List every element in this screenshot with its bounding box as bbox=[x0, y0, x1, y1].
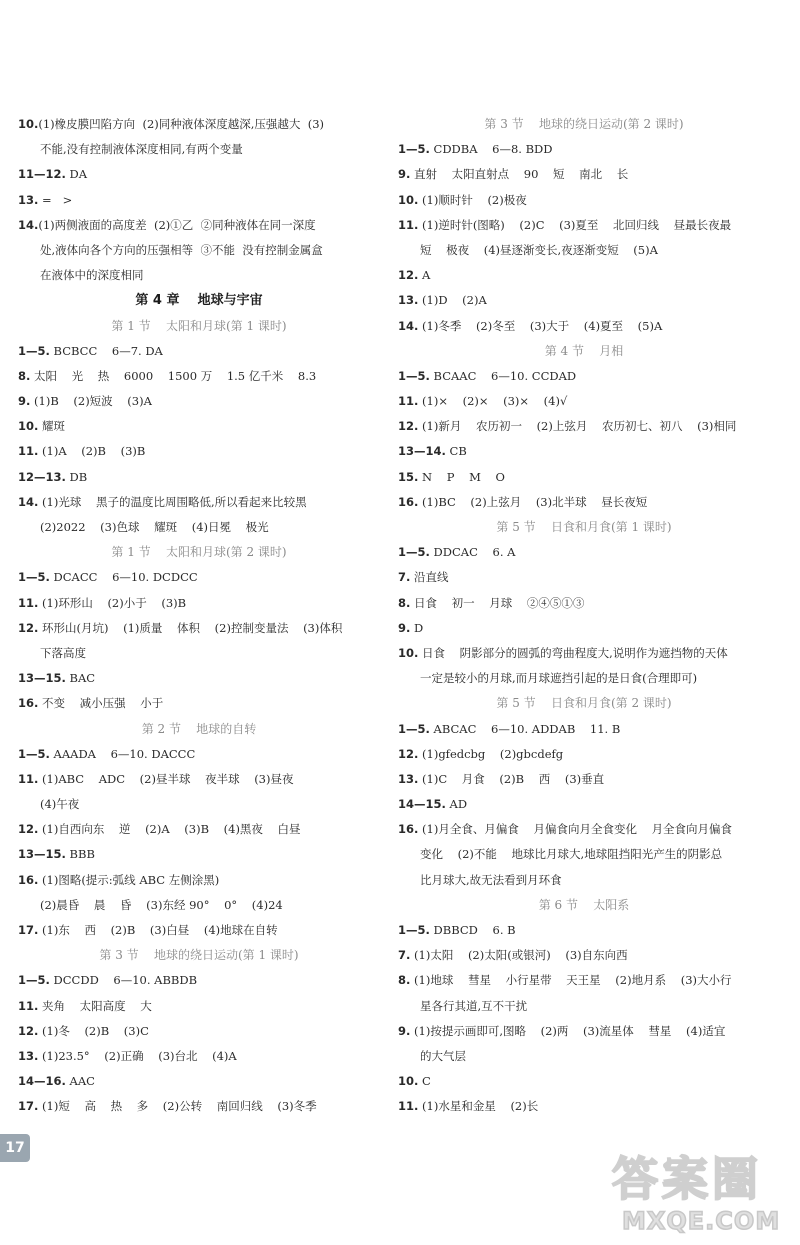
answer-text: 直射 太阳直射点 90 短 南北 长 bbox=[410, 167, 629, 182]
answer-item bbox=[398, 641, 770, 666]
answer-continuation bbox=[18, 515, 380, 540]
answer-text: 日食 初一 月球 ②④⑤①③ bbox=[410, 595, 585, 610]
question-number: 1—5. bbox=[18, 343, 50, 358]
answer-continuation bbox=[398, 1044, 770, 1069]
answer-text: (1)顺时针 (2)极夜 bbox=[418, 192, 527, 207]
question-number: 13—15. bbox=[18, 671, 66, 686]
answer-item bbox=[398, 565, 770, 590]
answer-item bbox=[398, 1019, 770, 1044]
answer-item bbox=[398, 817, 770, 842]
answer-item bbox=[18, 1069, 380, 1094]
question-number: 16. bbox=[18, 696, 39, 711]
answer-continuation bbox=[398, 238, 770, 263]
question-number: 9. bbox=[398, 620, 411, 635]
question-number: 11. bbox=[398, 217, 419, 232]
question-number: 9. bbox=[18, 394, 31, 409]
question-number: 16. bbox=[398, 822, 419, 837]
answer-item bbox=[18, 842, 380, 867]
answer-continuation bbox=[398, 666, 770, 691]
answer-item bbox=[398, 968, 770, 993]
question-number: 11. bbox=[398, 1099, 419, 1114]
answer-item bbox=[18, 112, 380, 137]
answer-item bbox=[18, 742, 380, 767]
answer-continuation bbox=[18, 893, 380, 918]
answer-continuation bbox=[18, 641, 380, 666]
question-number: 14. bbox=[398, 318, 419, 333]
answer-text: (1)太阳 (2)太阳(或银河) (3)自东向西 bbox=[410, 948, 628, 963]
answer-item bbox=[398, 540, 770, 565]
question-number: 9. bbox=[398, 1023, 411, 1038]
answer-text: DCACC 6—10. DCDCC bbox=[49, 570, 198, 585]
answer-item bbox=[18, 414, 380, 439]
answer-item bbox=[398, 389, 770, 414]
section-heading: 第 1 节 太阳和月球(第 1 课时) bbox=[111, 318, 287, 333]
section-heading: 第 4 节 月相 bbox=[544, 343, 624, 358]
answer-text: (1)A (2)B (3)B bbox=[38, 444, 146, 459]
answer-item bbox=[398, 263, 770, 288]
answer-item bbox=[398, 314, 770, 339]
answer-item bbox=[398, 364, 770, 389]
answer-continuation bbox=[398, 842, 770, 867]
answer-text: 的大气层 bbox=[420, 1048, 466, 1063]
answer-text: 比月球大,故无法看到月环食 bbox=[420, 872, 562, 887]
question-number: 1—5. bbox=[398, 142, 430, 157]
question-number: 16. bbox=[18, 872, 39, 887]
answer-item bbox=[18, 918, 380, 943]
answer-text: DDCAC 6. A bbox=[429, 545, 516, 560]
answer-text: (1)C 月食 (2)B 西 (3)垂直 bbox=[418, 771, 605, 786]
answer-text: 夹角 太阳高度 大 bbox=[38, 998, 152, 1013]
question-number: 13. bbox=[398, 771, 419, 786]
question-number: 12. bbox=[398, 746, 419, 761]
right-column bbox=[398, 112, 770, 1120]
answer-text: BAC bbox=[65, 671, 96, 686]
answer-text: (1)光球 黑子的温度比周围略低,所以看起来比较黑 bbox=[38, 494, 307, 509]
question-number: 1—5. bbox=[398, 368, 430, 383]
answer-text: (1)两侧液面的高度差 (2)①乙 ②同种液体在同一深度 bbox=[38, 217, 316, 232]
answer-item bbox=[398, 1069, 770, 1094]
answer-text: (1)逆时针(图略) (2)C (3)夏至 北回归线 昼最长夜最 bbox=[418, 217, 732, 232]
answer-text: BCAAC 6—10. CCDAD bbox=[429, 368, 577, 383]
answer-item bbox=[398, 188, 770, 213]
answer-item bbox=[18, 213, 380, 238]
answer-text: A bbox=[418, 268, 431, 283]
answer-text: DBBCD 6. B bbox=[429, 923, 516, 937]
answer-text: (1)冬季 (2)冬至 (3)大于 (4)夏至 (5)A bbox=[418, 318, 663, 333]
answer-item bbox=[18, 817, 380, 842]
answer-item bbox=[18, 565, 380, 590]
section-heading: 第 6 节 太阳系 bbox=[538, 897, 630, 912]
question-number: 13—14. bbox=[398, 444, 446, 459]
question-number: 1—5. bbox=[398, 545, 430, 560]
answer-text: 下落高度 bbox=[40, 645, 86, 660]
watermark-main-text: 答案圈 bbox=[612, 1152, 762, 1206]
answer-text: (1)水星和金星 (2)长 bbox=[418, 1099, 539, 1114]
section-heading: 第 3 节 地球的绕日运动(第 2 课时) bbox=[484, 117, 684, 131]
answer-text: (1)环形山 (2)小于 (3)B bbox=[38, 595, 187, 610]
answer-text: 在液体中的深度相同 bbox=[40, 268, 144, 283]
answer-item bbox=[18, 188, 380, 213]
question-number: 13. bbox=[18, 1048, 39, 1063]
answer-text: (1)新月 农历初一 (2)上弦月 农历初七、初八 (3)相同 bbox=[418, 419, 737, 434]
question-number: 12. bbox=[398, 419, 419, 434]
answer-text: (1)短 高 热 多 (2)公转 南回归线 (3)冬季 bbox=[38, 1099, 317, 1114]
answer-text: DCCDD 6—10. ABBDB bbox=[49, 973, 198, 988]
section-heading: 第 1 节 太阳和月球(第 2 课时) bbox=[111, 545, 287, 560]
section-heading: 第 5 节 日食和月食(第 2 课时) bbox=[496, 696, 672, 711]
answer-text: 星各行其道,互不干扰 bbox=[420, 998, 528, 1013]
answer-text: AAADA 6—10. DACCC bbox=[49, 746, 196, 761]
answer-item bbox=[18, 591, 380, 616]
answer-text: DA bbox=[65, 167, 88, 182]
answer-text: BCBCC 6—7. DA bbox=[49, 343, 163, 358]
question-number: 17. bbox=[18, 1099, 39, 1114]
answer-text: (2)晨昏 晨 昏 (3)东经 90° 0° (4)24 bbox=[40, 897, 283, 912]
answer-text: (1)gfedcbg (2)gbcdefg bbox=[418, 746, 564, 761]
answer-item bbox=[398, 943, 770, 968]
answer-text: AAC bbox=[65, 1074, 95, 1089]
answer-text: (1)ABC ADC (2)昼半球 夜半球 (3)昼夜 bbox=[38, 771, 294, 786]
question-number: 14. bbox=[18, 494, 39, 509]
answer-text: BBB bbox=[65, 847, 95, 862]
question-number: 10. bbox=[18, 117, 39, 131]
question-number: 12. bbox=[18, 1023, 39, 1038]
answer-item bbox=[18, 339, 380, 364]
question-number: 16. bbox=[398, 494, 419, 509]
question-number: 14. bbox=[18, 217, 39, 232]
question-number: 11. bbox=[18, 444, 39, 459]
answer-text: (1)× (2)× (3)× (4)√ bbox=[418, 394, 568, 409]
answer-text: (1)23.5° (2)正确 (3)台北 (4)A bbox=[38, 1048, 237, 1063]
answer-continuation bbox=[18, 263, 380, 288]
question-number: 12. bbox=[18, 822, 39, 837]
answer-text: (1)自西向东 逆 (2)A (3)B (4)黑夜 白昼 bbox=[38, 822, 301, 837]
answer-item bbox=[18, 389, 380, 414]
answer-item bbox=[398, 465, 770, 490]
answer-text: 太阳 光 热 6000 1500 万 1.5 亿千米 8.3 bbox=[30, 368, 317, 383]
question-number: 7. bbox=[398, 570, 411, 585]
question-number: 1—5. bbox=[18, 570, 50, 585]
answer-text: 短 极夜 (4)昼逐渐变长,夜逐渐变短 (5)A bbox=[420, 242, 658, 257]
chapter-heading: 第 4 章 地球与宇宙 bbox=[135, 293, 263, 309]
answer-text: DB bbox=[65, 469, 88, 484]
answer-item bbox=[18, 1094, 380, 1119]
answer-text: (1)D (2)A bbox=[418, 293, 487, 308]
question-number: 1—5. bbox=[398, 721, 430, 736]
question-number: 10. bbox=[398, 645, 419, 660]
answer-item bbox=[398, 439, 770, 464]
question-number: 11. bbox=[398, 394, 419, 409]
question-number: 1—5. bbox=[398, 923, 430, 937]
question-number: 9. bbox=[398, 167, 411, 182]
watermark-site-text: MXQE.COM bbox=[622, 1207, 781, 1235]
question-number: 13. bbox=[398, 293, 419, 308]
answer-item bbox=[18, 1019, 380, 1044]
question-number: 14—15. bbox=[398, 797, 446, 812]
question-number: 7. bbox=[398, 948, 411, 963]
answer-text: AD bbox=[445, 797, 468, 812]
answer-text: CDDBA 6—8. BDD bbox=[429, 142, 553, 157]
answer-item bbox=[398, 490, 770, 515]
question-number: 12. bbox=[18, 620, 39, 635]
answer-text: = > bbox=[38, 192, 73, 207]
answer-item bbox=[398, 742, 770, 767]
answer-item bbox=[398, 288, 770, 313]
answer-item bbox=[18, 364, 380, 389]
answer-text: (1)按提示画即可,图略 (2)两 (3)流星体 彗星 (4)适宜 bbox=[410, 1023, 726, 1038]
answer-item bbox=[398, 918, 770, 943]
question-number: 11. bbox=[18, 771, 39, 786]
question-number: 12—13. bbox=[18, 469, 66, 484]
answer-text: N P M O bbox=[418, 469, 505, 484]
answer-item bbox=[398, 767, 770, 792]
answer-item bbox=[398, 591, 770, 616]
answer-item bbox=[18, 767, 380, 792]
answer-text: 处,液体向各个方向的压强相等 ③不能 没有控制金属盒 bbox=[40, 242, 323, 257]
question-number: 12. bbox=[398, 268, 419, 283]
answer-text: (1)冬 (2)B (3)C bbox=[38, 1023, 149, 1038]
answer-item bbox=[398, 414, 770, 439]
answer-text: C bbox=[418, 1074, 431, 1089]
answer-item bbox=[18, 439, 380, 464]
question-number: 1—5. bbox=[18, 973, 50, 988]
answer-continuation bbox=[18, 137, 380, 162]
answer-text: D bbox=[410, 620, 424, 635]
answer-item bbox=[398, 616, 770, 641]
question-number: 11—12. bbox=[18, 167, 66, 182]
answer-item bbox=[398, 213, 770, 238]
answer-text: (1)图略(提示:弧线 ABC 左侧涂黑) bbox=[38, 872, 220, 887]
left-column bbox=[18, 112, 380, 1120]
question-number: 11. bbox=[18, 595, 39, 610]
answer-text: 日食 阴影部分的圆弧的弯曲程度大,说明作为遮挡物的天体 bbox=[418, 645, 728, 660]
answer-item bbox=[18, 994, 380, 1019]
section-heading: 第 5 节 日食和月食(第 1 课时) bbox=[496, 520, 672, 534]
answer-text: 耀斑 bbox=[38, 419, 66, 434]
answer-item bbox=[18, 691, 380, 716]
answer-item bbox=[398, 1094, 770, 1119]
question-number: 17. bbox=[18, 923, 39, 937]
answer-text: (2)2022 (3)色球 耀斑 (4)日冕 极光 bbox=[40, 520, 269, 534]
answer-text: 沿直线 bbox=[410, 570, 449, 585]
answer-text: 环形山(月坑) (1)质量 体积 (2)控制变量法 (3)体积 bbox=[38, 620, 343, 635]
answer-text: CB bbox=[445, 444, 467, 459]
answer-continuation bbox=[18, 792, 380, 817]
answer-text: (1)月全食、月偏食 月偏食向月全食变化 月全食向月偏食 bbox=[418, 822, 733, 837]
answer-text: ABCAC 6—10. ADDAB 11. B bbox=[429, 721, 621, 736]
answer-item bbox=[398, 137, 770, 162]
answer-item bbox=[398, 717, 770, 742]
answer-item bbox=[18, 616, 380, 641]
question-number: 10. bbox=[398, 1074, 419, 1089]
answer-text: 不能,没有控制液体深度相同,有两个变量 bbox=[40, 142, 243, 157]
question-number: 13—15. bbox=[18, 847, 66, 862]
answer-text: (1)地球 彗星 小行星带 天王星 (2)地月系 (3)大小行 bbox=[410, 973, 732, 988]
answer-text: (1)BC (2)上弦月 (3)北半球 昼长夜短 bbox=[418, 494, 648, 509]
answer-text: 变化 (2)不能 地球比月球大,地球阻挡阳光产生的阴影总 bbox=[420, 847, 723, 862]
answer-text: (1)B (2)短波 (3)A bbox=[30, 394, 152, 409]
question-number: 8. bbox=[398, 595, 411, 610]
answer-continuation bbox=[18, 238, 380, 263]
question-number: 8. bbox=[18, 368, 31, 383]
answer-continuation bbox=[398, 994, 770, 1019]
section-heading: 第 2 节 地球的自转 bbox=[141, 721, 257, 736]
question-number: 10. bbox=[18, 419, 39, 434]
question-number: 1—5. bbox=[18, 746, 50, 761]
answer-item bbox=[18, 1044, 380, 1069]
watermark-logo bbox=[600, 1135, 800, 1245]
answer-text: 不变 减小压强 小于 bbox=[38, 696, 164, 711]
question-number: 14—16. bbox=[18, 1074, 66, 1089]
question-number: 13. bbox=[18, 192, 39, 207]
answer-item bbox=[18, 490, 380, 515]
answer-item bbox=[18, 968, 380, 993]
section-heading: 第 3 节 地球的绕日运动(第 1 课时) bbox=[99, 948, 299, 963]
question-number: 11. bbox=[18, 998, 39, 1013]
answer-text: (1)东 西 (2)B (3)白昼 (4)地球在自转 bbox=[38, 923, 278, 937]
page-number: 17 bbox=[0, 1134, 30, 1162]
answer-text: (1)橡皮膜凹陷方向 (2)同种液体深度越深,压强越大 (3) bbox=[38, 117, 325, 131]
answer-continuation bbox=[398, 868, 770, 893]
question-number: 10. bbox=[398, 192, 419, 207]
answer-text: (4)午夜 bbox=[40, 797, 80, 812]
question-number: 8. bbox=[398, 973, 411, 988]
answer-item bbox=[18, 868, 380, 893]
question-number: 15. bbox=[398, 469, 419, 484]
answer-item bbox=[398, 792, 770, 817]
answer-item bbox=[398, 162, 770, 187]
answer-item bbox=[18, 162, 380, 187]
answer-item bbox=[18, 666, 380, 691]
answer-item bbox=[18, 465, 380, 490]
answer-text: 一定是较小的月球,而月球遮挡引起的是日食(合理即可) bbox=[420, 671, 698, 686]
